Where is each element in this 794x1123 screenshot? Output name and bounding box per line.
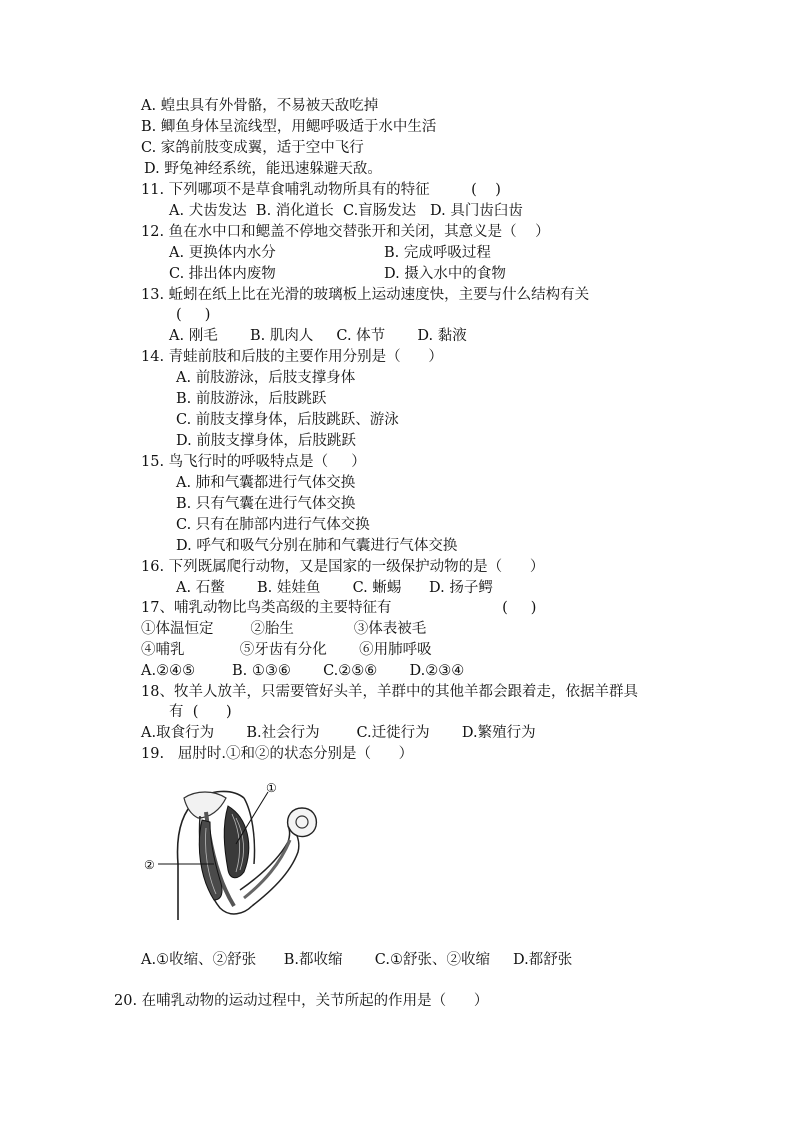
q17-options: A.②④⑤ B. ①③⑥ C.②⑤⑥ D.②③④ <box>141 663 465 679</box>
q16-stem: 16. 下列既属爬行动物，又是国家的一级保护动物的是（ ） <box>141 559 545 575</box>
q15-option-d: D. 呼气和吸气分别在肺和气囊进行气体交换 <box>176 538 458 554</box>
q16-options: A. 石鳖 B. 娃娃鱼 C. 蜥蜴 D. 扬子鳄 <box>176 580 493 596</box>
q14-option-d: D. 前肢支撑身体，后肢跳跃 <box>176 433 356 449</box>
biceps-muscle <box>224 806 249 878</box>
q10-option-c: C. 家鸽前肢变成翼，适于空中飞行 <box>141 140 364 156</box>
q12-option-a: A. 更换体内水分 <box>169 245 276 261</box>
q13-stem: 13. 蚯蚓在纸上比在光滑的玻璃板上运动速度快，主要与什么结构有关 <box>141 287 590 303</box>
q17-items-row1: ①体温恒定 ②胎生 ③体表被毛 <box>141 621 427 637</box>
q12-option-b: B. 完成呼吸过程 <box>384 245 491 261</box>
q10-option-a: A. 蝗虫具有外骨骼，不易被天敌吃掉 <box>141 98 379 114</box>
q15-option-c: C. 只有在肺部内进行气体交换 <box>176 517 370 533</box>
q20-stem: 20. 在哺乳动物的运动过程中，关节所起的作用是（ ） <box>114 993 489 1009</box>
q15-stem: 15. 鸟飞行时的呼吸特点是（ ） <box>141 454 366 470</box>
fist <box>288 808 317 837</box>
q11-stem: 11. 下列哪项不是草食哺乳动物所具有的特征 ( ) <box>141 182 501 198</box>
q17-items-row2: ④哺乳 ⑤牙齿有分化 ⑥用肺呼吸 <box>141 642 432 658</box>
q15-option-a: A. 肺和气囊都进行气体交换 <box>176 475 356 491</box>
q14-option-b: B. 前肢游泳，后肢跳跃 <box>176 391 327 407</box>
q15-option-b: B. 只有气囊在进行气体交换 <box>176 496 356 512</box>
q18-stem-cont: 有 ( ) <box>169 704 232 720</box>
q19-options: A.①收缩、②舒张 B.都收缩 C.①舒张、②收缩 D.都舒张 <box>141 952 573 968</box>
q13-blank: ( ) <box>176 307 211 323</box>
q19-stem: 19. 屈肘时.①和②的状态分别是（ ） <box>141 746 414 762</box>
q18-stem: 18、牧羊人放羊，只需要管好头羊，羊群中的其他羊都会跟着走，依据羊群具 <box>141 684 638 700</box>
label-1: ① <box>266 781 277 795</box>
q14-option-c: C. 前肢支撑身体，后肢跳跃、游泳 <box>176 412 399 428</box>
q18-options: A.取食行为 B.社会行为 C.迁徙行为 D.繁殖行为 <box>141 725 536 741</box>
q12-option-d: D. 摄入水中的食物 <box>384 266 506 282</box>
q14-stem: 14. 青蛙前肢和后肢的主要作用分别是（ ） <box>141 349 443 365</box>
q17-stem: 17、哺乳动物比鸟类高级的主要特征有 ( ) <box>141 600 537 616</box>
label-2: ② <box>144 858 155 872</box>
q11-options: A. 犬齿发达 B. 消化道长 C.盲肠发达 D. 具门齿臼齿 <box>169 203 523 219</box>
q12-option-c: C. 排出体内废物 <box>169 266 276 282</box>
q10-option-b: B. 鲫鱼身体呈流线型，用鳃呼吸适于水中生活 <box>141 119 437 135</box>
triceps-muscle <box>199 820 222 900</box>
q12-stem: 12. 鱼在水中口和鳃盖不停地交替张开和关闭，其意义是（ ） <box>141 224 550 240</box>
q14-option-a: A. 前肢游泳，后肢支撑身体 <box>176 370 356 386</box>
arm-muscle-figure <box>140 768 340 923</box>
q10-option-d: D. 野兔神经系统，能迅速躲避天敌。 <box>144 161 382 177</box>
q13-options: A. 刚毛 B. 肌肉人 C. 体节 D. 黏液 <box>169 328 467 344</box>
